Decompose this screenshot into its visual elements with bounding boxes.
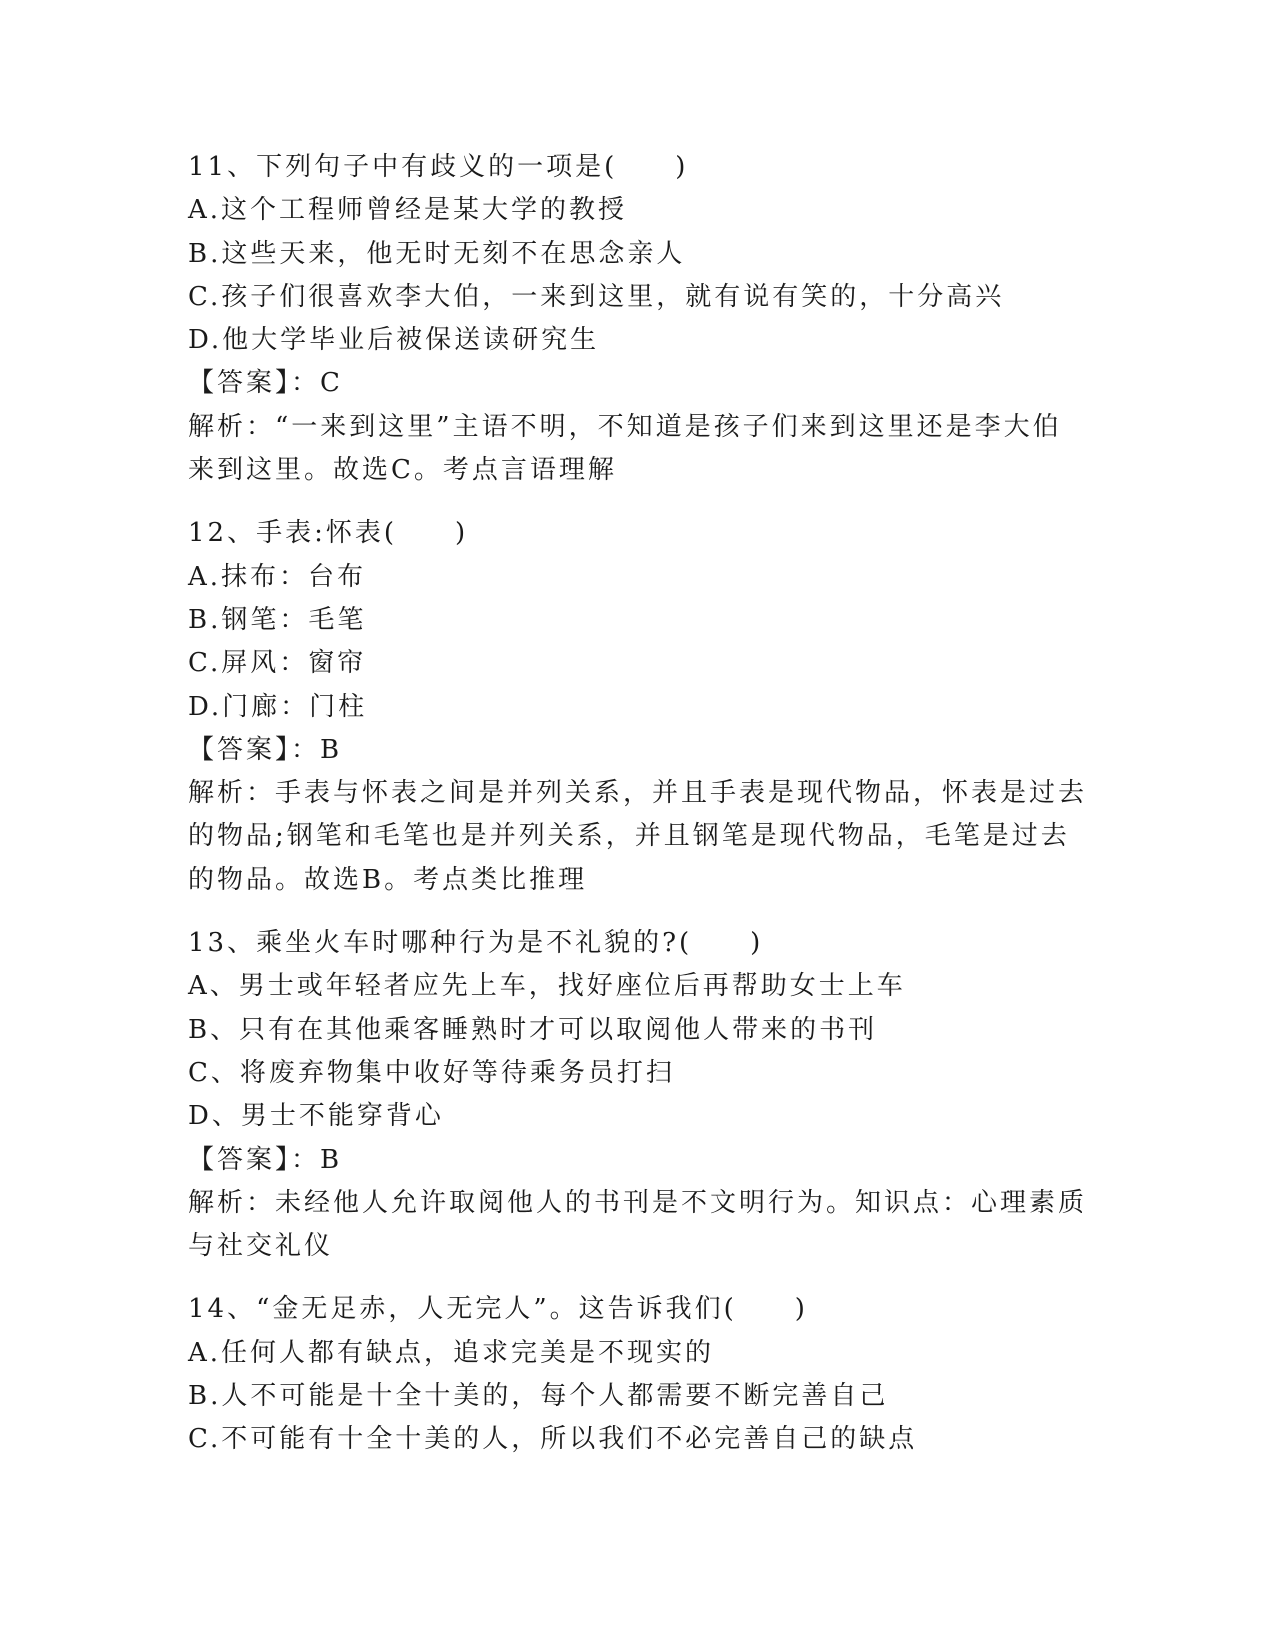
question-14 xyxy=(188,1288,1088,1461)
option-b: B、只有在其他乘客睡熟时才可以取阅他人带来的书刊 xyxy=(188,1014,878,1045)
option-b: B.这些天来，他无时无刻不在思念亲人 xyxy=(188,238,686,269)
answer-line xyxy=(188,362,1088,405)
question-12 xyxy=(188,512,1088,902)
question-list xyxy=(188,146,1088,1462)
option-c: C.孩子们很喜欢李大伯，一来到这里，就有说有笑的，十分高兴 xyxy=(188,281,1005,312)
question-stem: 13、乘坐火车时哪种行为是不礼貌的?( ) xyxy=(188,928,764,959)
option-c: C、将废弃物集中收好等待乘务员打扫 xyxy=(188,1057,675,1088)
answer-value: C xyxy=(320,368,343,399)
explanation: 解析：未经他人允许取阅他人的书刊是不文明行为。知识点：心理素质与社交礼仪 xyxy=(188,1187,1088,1262)
question-11 xyxy=(188,146,1088,492)
explanation: 解析：“一来到这里”主语不明，不知道是孩子们来到这里还是李大伯来到这里。故选C。考点言语理解 xyxy=(188,411,1062,486)
answer-label: 【答案】 xyxy=(188,368,292,399)
option-b: B.人不可能是十全十美的，每个人都需要不断完善自己 xyxy=(188,1381,889,1412)
option-b: B.钢笔：毛笔 xyxy=(188,604,367,635)
option-d: D.门廊：门柱 xyxy=(188,691,368,722)
question-stem: 12、手表:怀表( ) xyxy=(188,518,469,549)
answer-label: 【答案】 xyxy=(188,734,292,765)
option-a: A.任何人都有缺点，追求完美是不现实的 xyxy=(188,1337,715,1368)
question-stem: 14、“金无足赤，人无完人”。这告诉我们( ) xyxy=(188,1294,808,1325)
answer-line xyxy=(188,729,1088,772)
option-a: A.这个工程师曾经是某大学的教授 xyxy=(188,195,628,226)
option-c: C.不可能有十全十美的人，所以我们不必完善自己的缺点 xyxy=(188,1424,918,1455)
answer-line xyxy=(188,1139,1088,1182)
answer-separator: ： xyxy=(291,734,321,765)
option-c: C.屏风：窗帘 xyxy=(188,648,367,679)
option-a: A.抹布：台布 xyxy=(188,561,367,592)
option-a: A、男士或年轻者应先上车，找好座位后再帮助女士上车 xyxy=(188,971,906,1002)
answer-value: B xyxy=(320,734,343,765)
option-d: D、男士不能穿背心 xyxy=(188,1101,444,1132)
question-stem: 11、下列句子中有歧义的一项是( ) xyxy=(188,152,689,182)
answer-value: B xyxy=(320,1144,343,1175)
answer-label: 【答案】 xyxy=(188,1144,292,1175)
answer-separator: ： xyxy=(291,1144,321,1175)
explanation: 解析：手表与怀表之间是并列关系，并且手表是现代物品，怀表是过去的物品;钢笔和毛笔也是并列关系，并且钢笔是现代物品，毛笔是过去的物品。故选B。考点类比推理 xyxy=(188,778,1088,895)
option-d: D.他大学毕业后被保送读研究生 xyxy=(188,325,600,356)
answer-separator: ： xyxy=(291,368,321,399)
question-13 xyxy=(188,922,1088,1268)
